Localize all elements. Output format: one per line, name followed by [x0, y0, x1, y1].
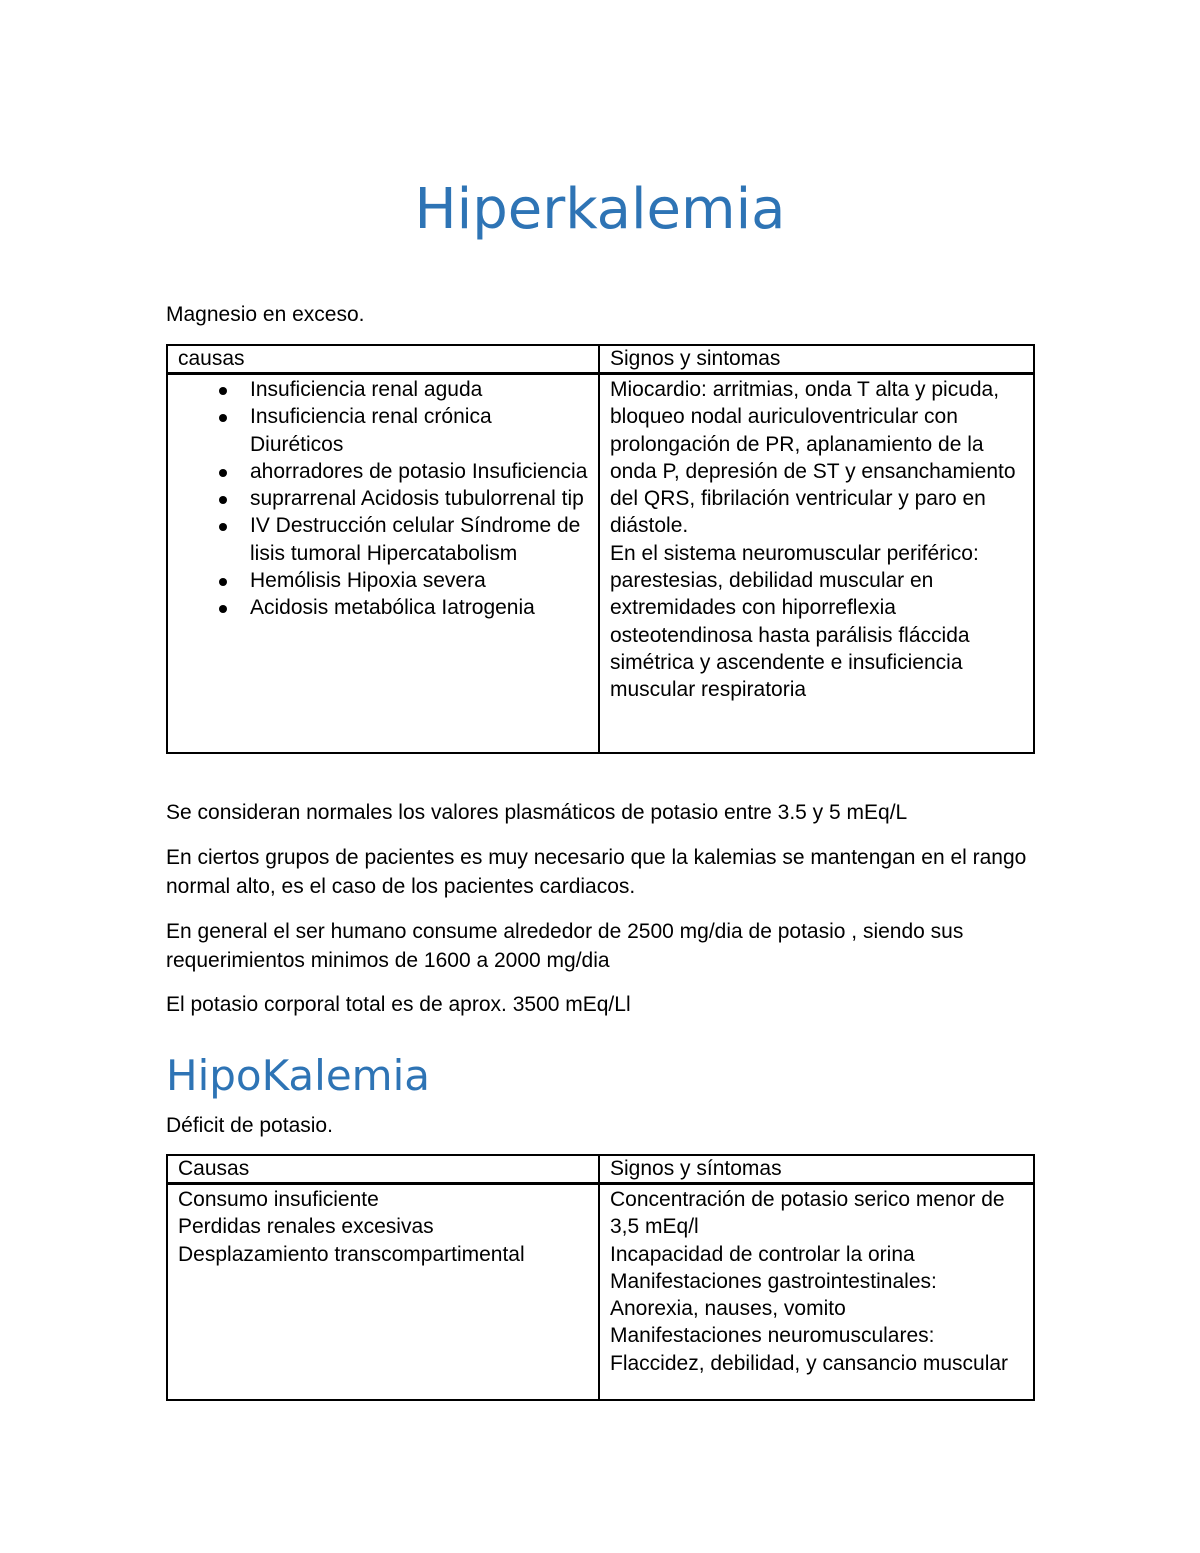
signs-cell: [599, 374, 1034, 753]
paragraph: El potasio corporal total es de aprox. 3500 mEq/Ll: [166, 993, 631, 1016]
table-header-row: [167, 1155, 1034, 1184]
list-item: Insuficiencia renal crónica Diuréticos: [250, 403, 590, 458]
signs-text: En el sistema neuromuscular periférico: parestesias, debilidad muscular en extremidades con hiporreflexia osteotendinosa hasta parálisis fláccida simétrica y ascendente e insuficiencia muscular respiratoria: [610, 541, 979, 702]
table-row: [167, 374, 1034, 753]
causes-cell: [167, 1184, 599, 1400]
table-header-row: [167, 345, 1034, 374]
signs-header: Signos y síntomas: [599, 1155, 1034, 1184]
causes-header: causas: [167, 345, 599, 374]
table-row: [167, 1184, 1034, 1400]
paragraph: En ciertos grupos de pacientes es muy necesario que la kalemias se mantengan en el rango normal alto, es el caso de los pacientes cardiacos.: [166, 846, 1027, 898]
list-item: Acidosis metabólica Iatrogenia: [250, 594, 590, 621]
hipokalemia-table: [166, 1154, 1035, 1401]
hiperkalemia-table: [166, 344, 1035, 754]
causes-cell: [167, 374, 599, 753]
signs-text: Miocardio: arritmias, onda T alta y picuda, bloqueo nodal auriculoventricular con prolongación de PR, aplanamiento de la onda P, depresión de ST y ensanchamiento del QRS, fibrilación ventricular y paro en diástole.: [610, 378, 1016, 538]
list-item: suprarrenal Acidosis tubulorrenal tip: [250, 485, 590, 512]
causes-header: Causas: [167, 1155, 599, 1184]
cause-line: Desplazamiento transcompartimental: [178, 1242, 525, 1266]
causes-list: [178, 376, 590, 622]
paragraph: Se consideran normales los valores plasmáticos de potasio entre 3.5 y 5 mEq/L: [166, 801, 908, 824]
list-item: IV Destrucción celular Síndrome de lisis tumoral Hipercatabolism: [250, 512, 590, 567]
sign-line: Incapacidad de controlar la orina: [610, 1242, 915, 1266]
sign-line: Concentración de potasio serico menor de 3,5 mEq/l: [610, 1188, 1005, 1239]
cause-line: Consumo insuficiente: [178, 1188, 379, 1211]
paragraph: En general el ser humano consume alrededor de 2500 mg/dia de potasio , siendo sus requerimientos minimos de 1600 a 2000 mg/dia: [166, 920, 964, 972]
sign-line: Manifestaciones gastrointestinales: Anorexia, nauses, vomito: [610, 1269, 937, 1321]
signs-header: Signos y sintomas: [599, 345, 1034, 374]
hiperkalemia-intro: Magnesio en exceso.: [166, 303, 365, 326]
list-item: ahorradores de potasio Insuficiencia: [250, 458, 590, 485]
hipokalemia-title: HipoKalemia: [166, 1051, 430, 1100]
cause-line: Perdidas renales excesivas: [178, 1215, 434, 1239]
list-item: Hemólisis Hipoxia severa: [250, 567, 590, 594]
hiperkalemia-title: Hiperkalemia: [414, 177, 786, 242]
sign-line: Manifestaciones neuromusculares: Flaccidez, debilidad, y cansancio muscular: [610, 1324, 1009, 1375]
signs-cell: [599, 1184, 1034, 1400]
hipokalemia-intro: Déficit de potasio.: [166, 1114, 333, 1137]
list-item: Insuficiencia renal aguda: [250, 376, 590, 403]
